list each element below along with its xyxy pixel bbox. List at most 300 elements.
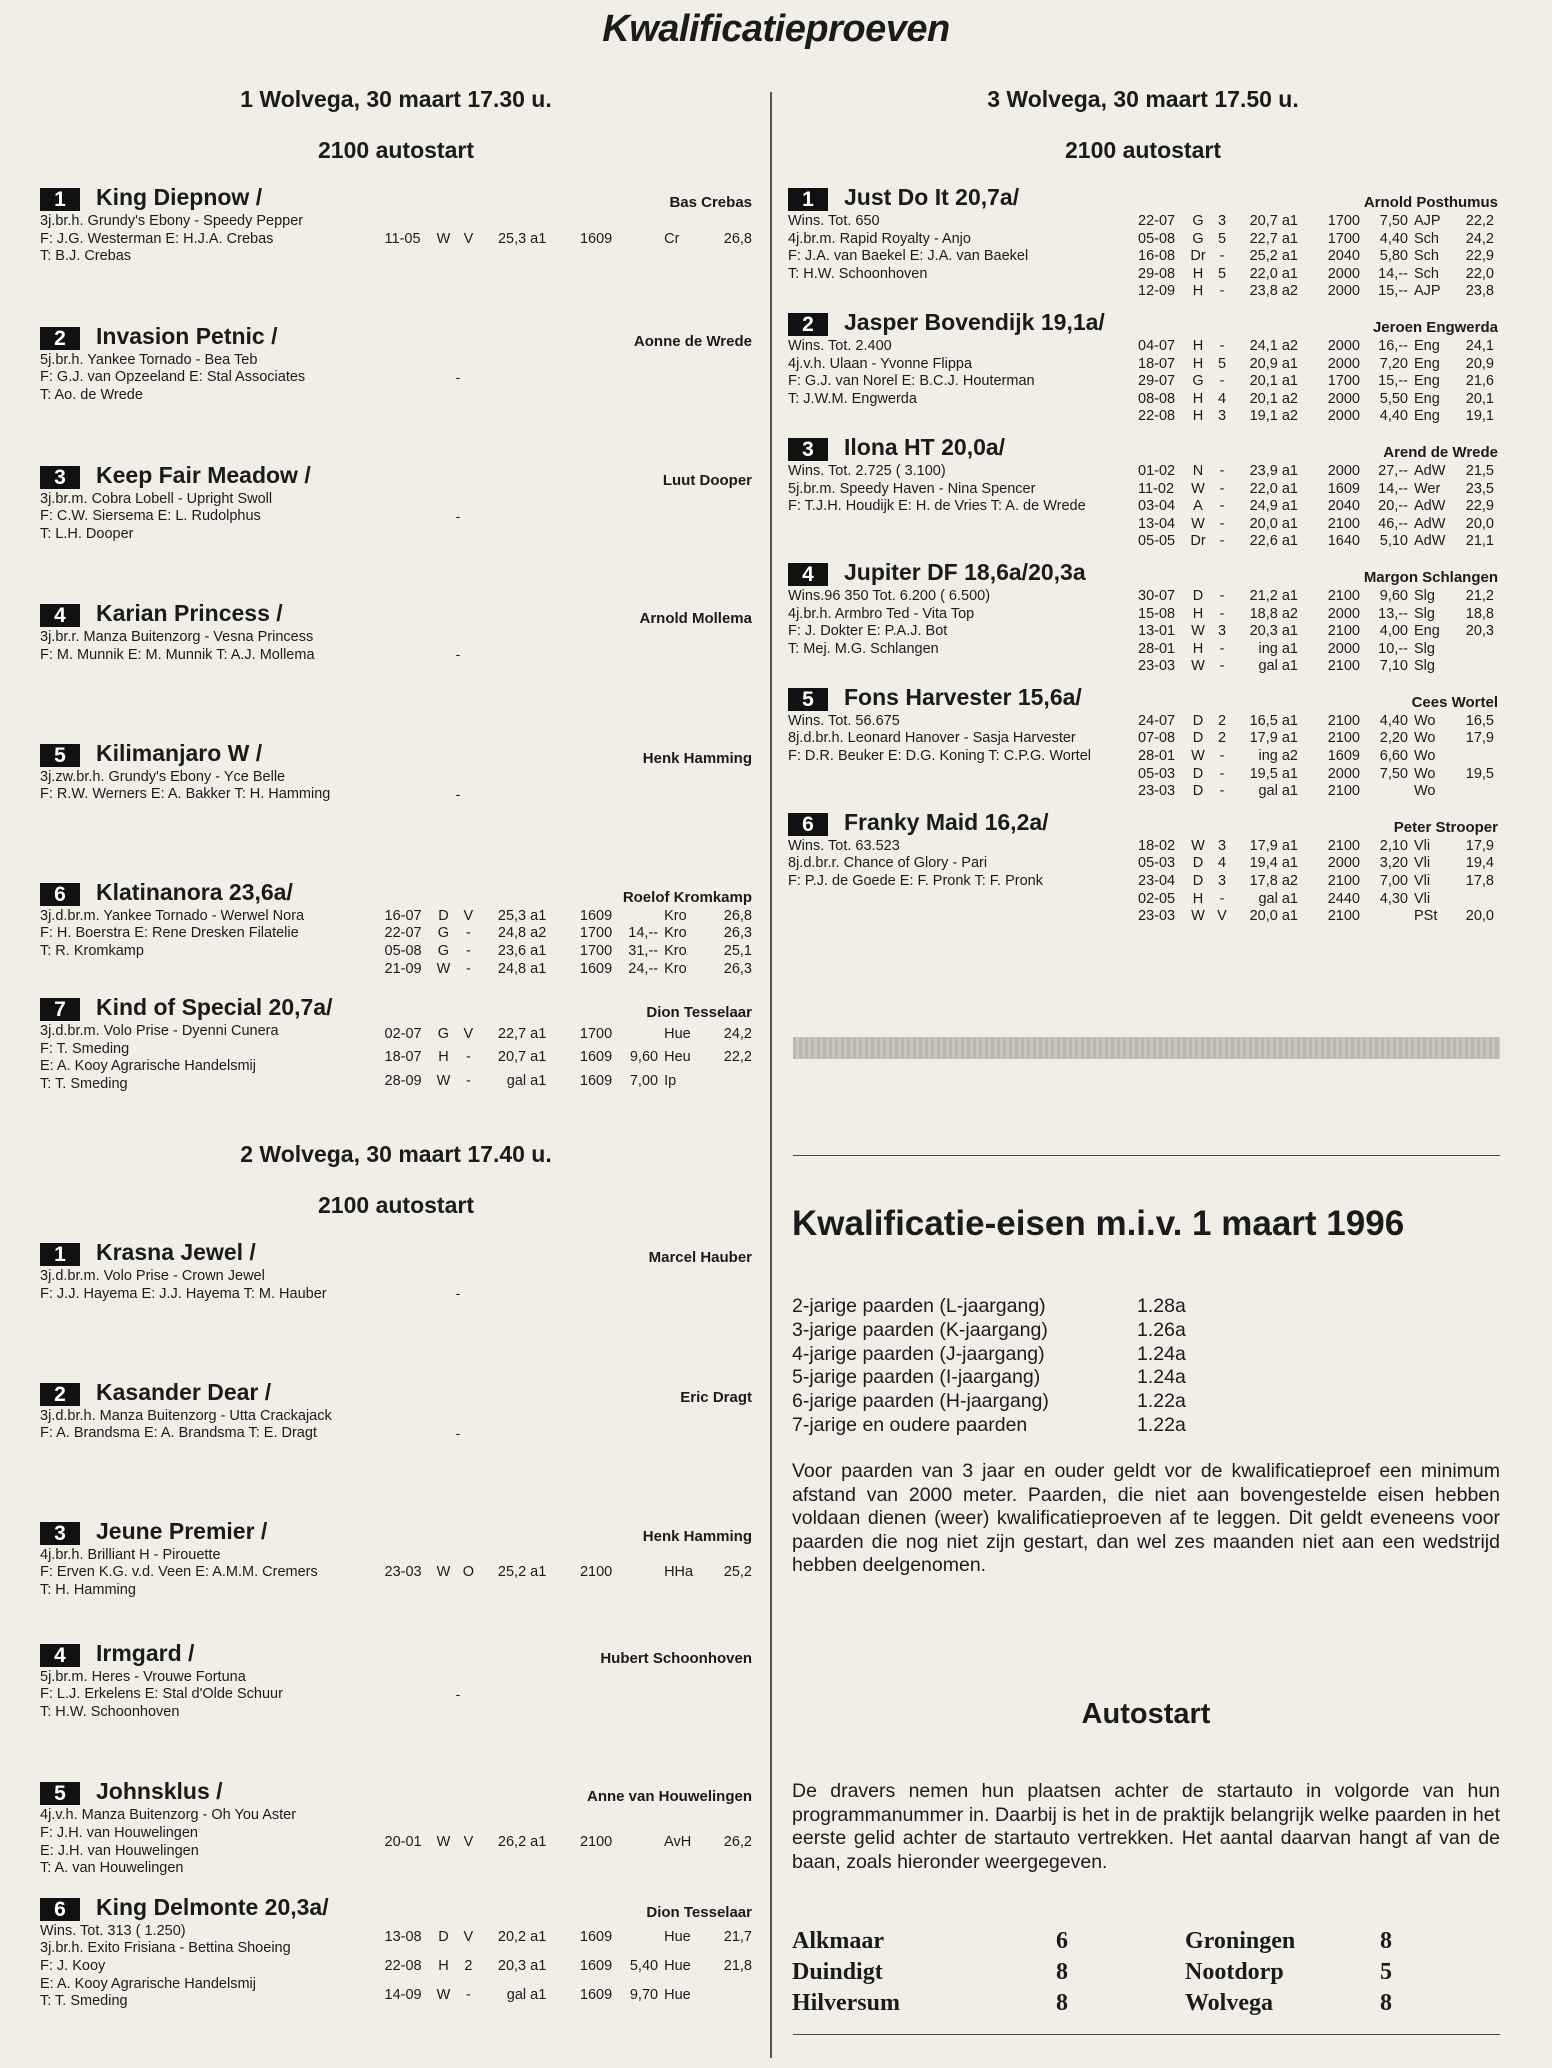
race-time: 17,9 a1 (1249, 730, 1298, 747)
start-number-badge: 6 (40, 1898, 80, 1921)
track-row: Nootdorp 5 (1185, 1959, 1392, 1985)
performance-row (1138, 838, 1494, 856)
tracks-left (792, 1926, 1116, 2019)
km-time: 22,2 (1465, 213, 1494, 229)
distance: 2000 (1327, 640, 1360, 657)
horse-name: Klatinanora 23,6a/ (96, 878, 293, 905)
race-time: gal a1 (1258, 783, 1298, 800)
info-line: T: L.H. Dooper (40, 525, 134, 542)
horse-info (40, 908, 385, 978)
race-time: gal a1 (1258, 658, 1298, 675)
horse-header (40, 1377, 752, 1406)
horse-name: Keep Fair Meadow / (96, 461, 311, 488)
driver-code: Eng (1414, 337, 1440, 354)
info-line: Wins. Tot. 56.675 (788, 712, 900, 729)
horse-info (788, 463, 1138, 551)
km-time (1454, 641, 1494, 659)
horse-info (40, 1023, 385, 1093)
driver-name: Arend de Wrede (1383, 443, 1498, 461)
distance: 2040 (1327, 498, 1360, 515)
info-line: 3j.br.h. Grundy's Ebony - Speedy Pepper (40, 213, 304, 229)
start-number-badge: 5 (788, 688, 828, 711)
info-line: 3j.d.br.h. Manza Buitenzorg - Utta Crackajack (40, 1407, 332, 1424)
horse-info (788, 338, 1138, 426)
distance: 2100 (1327, 658, 1360, 675)
km-time: 23,8 (1465, 283, 1494, 300)
horse-entry (40, 1638, 752, 1777)
race-date: 28-01 (1138, 748, 1176, 765)
placing: - (1219, 765, 1225, 782)
performance-row (1138, 641, 1494, 659)
requirement-row: 4-jarige paarden (J-jaargang) 1.24a (792, 1342, 1186, 1365)
info-line: T: T. Smeding (40, 1075, 128, 1092)
section-rule (793, 1155, 1500, 1156)
driver-code: Ip (664, 1072, 677, 1089)
empty-record-dash (385, 491, 463, 544)
km-time (708, 1981, 752, 2010)
info-line: 8j.d.br.h. Leonard Hanover - Sasja Harvester (788, 730, 1076, 747)
driver-name: Cees Wortel (1411, 693, 1498, 711)
race-date: 23-03 (1138, 908, 1176, 925)
km-time: 17,9 (1465, 837, 1494, 854)
start-number-badge: 2 (40, 1383, 80, 1406)
start-number-badge: 4 (40, 1644, 80, 1667)
race-date: 23-03 (1138, 658, 1176, 675)
empty-record-dash (385, 352, 463, 405)
odds: 9,70 (629, 1987, 659, 2004)
performance-row (385, 1547, 752, 1600)
driver-name: Henk Hamming (642, 1527, 752, 1545)
placing: - (465, 1987, 471, 2004)
distance: 2000 (1327, 390, 1360, 407)
horse-info (40, 1923, 385, 2011)
km-time: 22,2 (723, 1049, 752, 1066)
horse-header (788, 557, 1498, 586)
odds: 16,-- (1378, 337, 1408, 354)
horse-name: Franky Maid 16,2a/ (844, 808, 1049, 835)
performance-table (1138, 213, 1494, 301)
horse-entry (788, 557, 1498, 682)
horse-name: Jasper Bovendijk 19,1a/ (844, 308, 1105, 335)
odds: 5,10 (1379, 533, 1408, 550)
track-code: Dr (1190, 248, 1206, 265)
race-date: 23-03 (384, 1564, 422, 1581)
info-line: F: T.J.H. Houdijk E: H. de Vries T: A. de Wrede (788, 498, 1086, 515)
driver-code: Vli (1414, 855, 1431, 872)
distance: 2440 (1327, 890, 1360, 907)
track-row: Groningen 8 (1185, 1928, 1392, 1954)
placing: - (1219, 480, 1225, 497)
performance-row (1138, 516, 1494, 534)
performance-row (1138, 855, 1494, 873)
race-time: 22,0 a1 (1249, 265, 1298, 282)
requirement-row: 3-jarige paarden (K-jaargang) 1.26a (792, 1318, 1186, 1341)
distance: 1609 (579, 1049, 613, 1066)
odds (1360, 908, 1414, 926)
horse-info (40, 1408, 385, 1443)
performance-row (1138, 373, 1494, 391)
performance-row (385, 213, 752, 266)
odds: 7,50 (1379, 213, 1408, 229)
info-line: 4j.br.m. Rapid Royalty - Anjo (788, 230, 971, 247)
column-divider (770, 92, 772, 2058)
race-date: 05-03 (1138, 855, 1176, 872)
info-line: T: H. Hamming (40, 1582, 136, 1599)
track-code: W (436, 1072, 451, 1089)
start-number-badge: 6 (788, 813, 828, 836)
distance: 1609 (579, 960, 613, 977)
driver-code: AdW (1414, 462, 1446, 479)
requirement-row: 7-jarige en oudere paarden 1.22a (792, 1413, 1186, 1436)
horse-name: Kind of Special 20,7a/ (96, 994, 333, 1021)
distance: 2040 (1327, 248, 1360, 265)
odds (1360, 783, 1414, 801)
info-line: T: A. van Houwelingen (40, 1860, 184, 1877)
race-time: 18,8 a2 (1249, 605, 1298, 622)
placing: - (465, 1049, 471, 1066)
placing: 3 (1217, 623, 1227, 640)
km-time: 26,3 (723, 925, 752, 942)
distance: 2100 (1327, 712, 1360, 729)
race-date: 16-08 (1138, 248, 1176, 265)
placing: - (1219, 748, 1225, 765)
performance-row (1138, 606, 1494, 624)
performance-table (1138, 713, 1494, 801)
info-line: F: M. Munnik E: M. Munnik T: A.J. Mollema (40, 646, 315, 663)
info-line: T: H.W. Schoonhoven (788, 265, 928, 282)
race-date: 29-08 (1138, 265, 1176, 282)
placing: - (1219, 373, 1225, 390)
distance: 1609 (579, 1072, 613, 1089)
info-line: F: L.J. Erkelens E: Stal d'Olde Schuur (40, 1686, 283, 1703)
requirement-row: 6-jarige paarden (H-jaargang) 1.22a (792, 1390, 1186, 1413)
odds: 27,-- (1378, 462, 1408, 479)
km-time: 20,9 (1465, 355, 1494, 372)
horse-name: Karian Princess / (96, 600, 283, 627)
distance: 2000 (1327, 355, 1360, 372)
placing: V (463, 230, 474, 247)
race-time: 21,2 a1 (1249, 587, 1298, 604)
start-number-badge: 5 (40, 744, 80, 767)
odds (612, 1023, 664, 1046)
driver-name: Arnold Posthumus (1363, 194, 1498, 211)
placing: 2 (1217, 712, 1227, 729)
race-time: 25,2 a1 (1249, 248, 1298, 265)
odds: 2,20 (1379, 730, 1408, 747)
track-code: D (1192, 712, 1204, 729)
race-time: 24,8 a2 (497, 925, 547, 942)
odds: 9,60 (1379, 587, 1408, 604)
odds (612, 1807, 664, 1877)
performance-row (385, 925, 752, 943)
race-date: 22-07 (384, 925, 422, 942)
distance: 2000 (1327, 855, 1360, 872)
horse-details (788, 338, 1498, 426)
distance: 2100 (1327, 873, 1360, 890)
info-line: F: R.W. Werners E: A. Bakker T: H. Hamming (40, 786, 331, 803)
km-time: 17,8 (1465, 873, 1494, 890)
odds: 14,-- (628, 925, 659, 942)
performance-row (385, 1047, 752, 1070)
odds: 7,00 (629, 1072, 659, 1089)
dash-mark: - (455, 785, 461, 802)
odds: 4,00 (1379, 623, 1408, 640)
info-line: T: R. Kromkamp (40, 942, 144, 959)
race-time: 20,2 a1 (497, 1928, 547, 1945)
track-code: D (1192, 765, 1204, 782)
distance: 2000 (1327, 408, 1360, 425)
placing: - (1219, 658, 1225, 675)
km-time: 21,1 (1465, 533, 1494, 550)
horse-name: Just Do It 20,7a/ (844, 184, 1020, 210)
race-time: ing a2 (1258, 748, 1298, 765)
driver-code: Kro (664, 942, 687, 959)
horse-info (40, 1547, 385, 1600)
distance: 1609 (579, 1928, 613, 1945)
horse-header (40, 1892, 752, 1921)
odds (612, 213, 664, 266)
race-date: 22-08 (1138, 408, 1176, 425)
odds: 7,00 (1379, 873, 1408, 890)
horse-name: Jupiter DF 18,6a/20,3a (844, 558, 1086, 585)
driver-code: Kro (664, 925, 687, 942)
start-number-badge: 4 (40, 604, 80, 627)
driver-code: HHa (664, 1564, 694, 1581)
horse-header (40, 877, 752, 906)
horse-header (40, 1516, 752, 1545)
driver-code: Eng (1414, 355, 1440, 372)
info-line: Wins. Tot. 63.523 (788, 837, 900, 854)
start-number-badge: 1 (40, 188, 80, 211)
race-date: 23-03 (1138, 783, 1176, 800)
km-time (708, 1070, 752, 1093)
track-code: H (1192, 355, 1204, 372)
driver-code: Sch (1414, 248, 1439, 265)
driver-name: Bas Crebas (669, 194, 752, 211)
odds (612, 1923, 664, 1952)
placing: - (1219, 248, 1225, 265)
distance: 2000 (1327, 265, 1360, 282)
race-time: 23,6 a1 (497, 942, 547, 959)
info-line: Wins. Tot. 650 (788, 213, 880, 229)
requirement-row: 2-jarige paarden (L-jaargang) 1.28a (792, 1295, 1186, 1317)
odds: 7,50 (1379, 765, 1408, 782)
performance-row (1138, 391, 1494, 409)
driver-code: Eng (1414, 623, 1440, 640)
performance-row (1138, 481, 1494, 499)
placing: 3 (1217, 213, 1227, 229)
horse-header (40, 598, 752, 627)
race-date: 20-01 (384, 1833, 422, 1850)
performance-row (1138, 498, 1494, 516)
driver-name: Peter Strooper (1393, 818, 1498, 836)
race-time: 24,8 a1 (497, 960, 547, 977)
horse-header (40, 321, 752, 350)
placing: V (1217, 908, 1227, 925)
driver-code: Eng (1414, 373, 1440, 390)
page-title: Kwalificatieproeven (602, 8, 950, 50)
odds: 5,80 (1379, 248, 1408, 265)
start-number-badge: 1 (40, 1243, 80, 1266)
info-line: T: T. Smeding (40, 1993, 128, 2010)
placing: 3 (1217, 408, 1227, 425)
race-time: 20,0 a1 (1249, 908, 1298, 925)
performance-row (385, 1023, 752, 1046)
horse-entry (788, 807, 1498, 926)
info-line: F: P.J. de Goede E: F. Pronk T: F. Pronk (788, 873, 1043, 890)
driver-code: Slg (1414, 587, 1435, 604)
race-date: 13-01 (1138, 623, 1176, 640)
performance-row (1138, 908, 1494, 926)
track-code: H (1192, 408, 1204, 425)
driver-code: AJP (1414, 283, 1441, 300)
track-code: W (1191, 908, 1205, 925)
driver-code: Hue (664, 1957, 691, 1974)
odds: 7,20 (1379, 355, 1408, 372)
race-date: 21-09 (384, 960, 422, 977)
driver-name: Roelof Kromkamp (622, 888, 752, 906)
track-code: H (438, 1957, 449, 1974)
race-time: 22,7 a1 (497, 1026, 547, 1043)
race-date: 16-07 (384, 907, 422, 924)
performance-row (1138, 533, 1494, 551)
driver-name: Dion Tesselaar (646, 1903, 752, 1921)
odds: 9,60 (629, 1049, 659, 1066)
race-time: 20,3 a1 (1249, 623, 1298, 640)
driver-name: Margon Schlangen (1363, 568, 1498, 586)
horse-entry (40, 1377, 752, 1516)
track-code: D (1192, 587, 1204, 604)
performance-row (1138, 748, 1494, 766)
info-line: E: A. Kooy Agrarische Handelsmij (40, 1975, 256, 1992)
horse-info (40, 1268, 385, 1303)
odds: 24,-- (628, 960, 659, 977)
horse-details (40, 1807, 752, 1877)
placing: 2 (464, 1957, 473, 1974)
info-line: 3j.zw.br.h. Grundy's Ebony - Yce Belle (40, 768, 286, 785)
odds: 15,-- (1378, 283, 1408, 300)
km-time: 20,3 (1465, 623, 1494, 640)
performance-row (385, 943, 752, 961)
info-line: F: J. Kooy (40, 1957, 106, 1974)
performance-row (385, 1807, 752, 1877)
info-line: Wins.96 350 Tot. 6.200 ( 6.500) (788, 587, 991, 604)
odds: 14,-- (1378, 265, 1408, 282)
horse-header (788, 307, 1498, 336)
distance: 1609 (1327, 748, 1360, 765)
driver-code: Wer (1414, 480, 1441, 497)
distance: 1640 (1327, 533, 1360, 550)
km-time: 17,9 (1465, 730, 1494, 747)
driver-code: AdW (1414, 533, 1446, 550)
info-line: E: A. Kooy Agrarische Handelsmij (40, 1058, 256, 1075)
placing: 2 (1217, 730, 1227, 747)
start-number-badge: 4 (788, 563, 828, 586)
info-line: 4j.v.h. Ulaan - Yvonne Flippa (788, 355, 973, 372)
driver-name: Jeroen Engwerda (1372, 318, 1498, 336)
distance: 2100 (1327, 623, 1360, 640)
horse-details (40, 1023, 752, 1093)
performance-row (1138, 658, 1494, 676)
info-line: 5j.br.h. Yankee Tornado - Bea Teb (40, 351, 258, 368)
race-time: 17,9 a1 (1249, 837, 1298, 854)
km-time: 25,1 (723, 942, 752, 959)
info-line: Wins. Tot. 2.400 (788, 337, 892, 354)
driver-name: Luut Dooper (662, 471, 752, 489)
info-line: F: C.W. Siersema E: L. Rudolphus (40, 508, 261, 525)
info-line: F: J.J. Hayema E: J.J. Hayema T: M. Hauber (40, 1286, 327, 1303)
race-date: 07-08 (1138, 730, 1176, 747)
track-code: D (1192, 873, 1204, 890)
horse-details (40, 1669, 752, 1722)
placing: 5 (1217, 355, 1227, 372)
driver-name: Anne van Houwelingen (586, 1788, 752, 1806)
odds (612, 908, 664, 926)
horse-header (788, 432, 1498, 461)
race-date: 28-01 (1138, 640, 1176, 657)
horse-entry (40, 598, 752, 737)
start-number-badge: 7 (40, 998, 80, 1021)
placing: V (463, 1928, 474, 1945)
driver-code: Heu (664, 1049, 691, 1066)
horse-name: Invasion Petnic / (96, 322, 278, 349)
horse-name: Irmgard / (96, 1639, 195, 1666)
track-code: W (1191, 748, 1205, 765)
race-distance: 2100 autostart (318, 1192, 474, 1219)
horse-info (40, 1669, 385, 1722)
placing: 3 (1217, 837, 1227, 854)
horse-info (788, 588, 1138, 676)
performance-row (385, 961, 752, 979)
placing: 4 (1217, 855, 1227, 872)
info-line: T: Ao. de Wrede (40, 386, 143, 403)
start-number-badge: 6 (40, 883, 80, 906)
horse-info (40, 352, 385, 405)
info-line: 4j.br.h. Brilliant H - Pirouette (40, 1546, 221, 1563)
driver-code: AdW (1414, 498, 1446, 515)
horse-header (40, 992, 752, 1021)
info-line: 3j.br.h. Exito Frisiana - Bettina Shoeing (40, 1940, 291, 1957)
distance: 1609 (579, 230, 613, 247)
driver-code: Cr (664, 230, 680, 247)
race-time: gal a1 (506, 1072, 547, 1089)
placing: - (1219, 640, 1225, 657)
distance: 1700 (1327, 213, 1360, 229)
km-time: 22,9 (1465, 498, 1494, 515)
km-time: 20,0 (1465, 515, 1494, 532)
performance-row (1138, 408, 1494, 426)
race-distance: 2100 autostart (1065, 137, 1221, 163)
km-time: 24,2 (1465, 230, 1494, 247)
driver-code: Kro (664, 907, 687, 924)
info-line: F: T. Smeding (40, 1040, 130, 1057)
requirements-title: Kwalificatie-eisen m.i.v. 1 maart 1996 (792, 1204, 1405, 1243)
race-time: 17,8 a2 (1249, 873, 1298, 890)
track-code: W (1191, 515, 1205, 532)
performance-row (1138, 730, 1494, 748)
distance: 2100 (1327, 515, 1360, 532)
odds: 13,-- (1378, 605, 1408, 622)
placing: 5 (1217, 265, 1227, 282)
distance: 1609 (579, 1957, 613, 1974)
km-time: 24,1 (1465, 337, 1494, 354)
driver-code: Wo (1414, 730, 1436, 747)
odds: 7,10 (1379, 658, 1408, 675)
requirements-list (792, 1295, 1186, 1438)
km-time: 19,4 (1465, 855, 1494, 872)
race-heading: 3 Wolvega, 30 maart 17.50 u. (987, 86, 1299, 112)
km-time (1454, 658, 1494, 676)
